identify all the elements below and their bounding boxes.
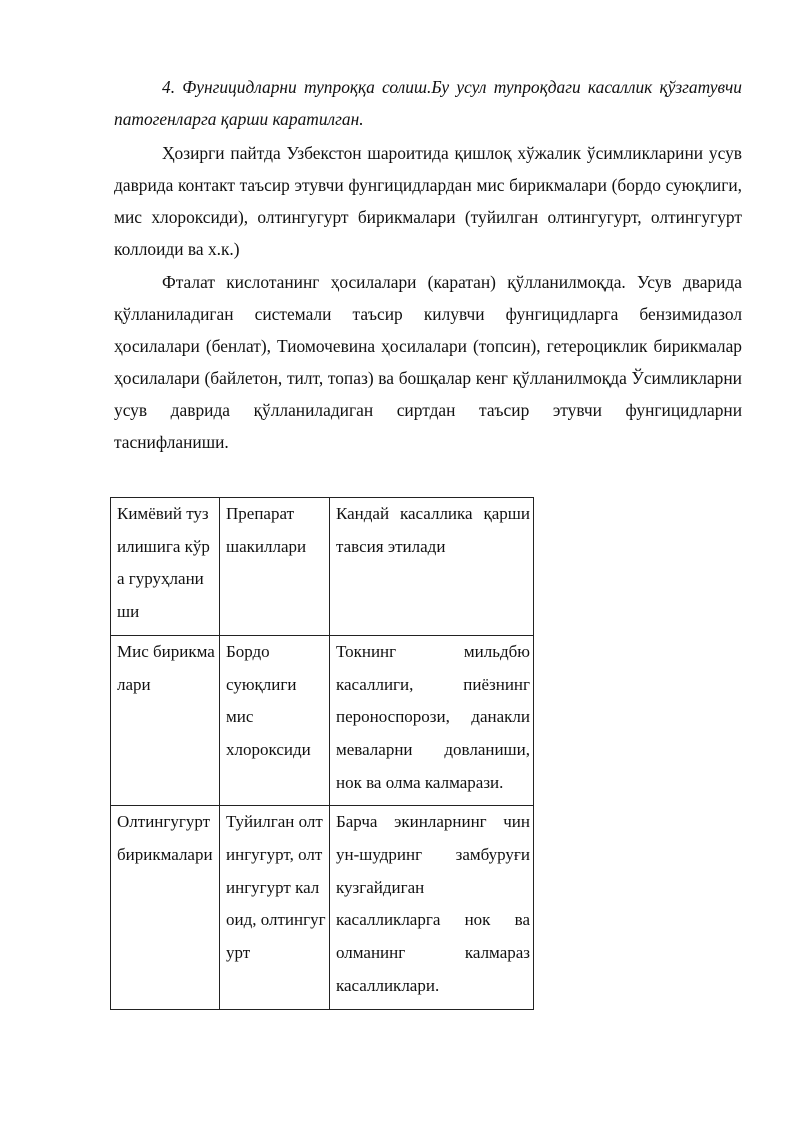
fungicide-classification-table (110, 497, 534, 1010)
header-preparation-forms: Препарат шакиллари (226, 504, 307, 556)
header-target-diseases: Кандай касаллика қарши тавсия этилади (336, 504, 530, 556)
row1-preparation-forms: Бордо суюқлиги мис хлороксиди (226, 641, 311, 759)
row2-chemical-group: Олтингугурт бирикмалари (117, 812, 213, 865)
paragraph-contact-fungicides: Ҳозирги пайтда Узбекстон шароитида қишлоқ хўжалик ўсимликларини усув даврида контакт таъсир этувчи фунгицидлардан мис бирикмалари (бордо суюқлиги, мис хлороксиди), олтингугурт бирикмалари (туйилган олтингугурт, олтингугурт коллоиди ва х.к.) (114, 143, 742, 259)
table-cell (220, 635, 330, 806)
table-header-cell (220, 498, 330, 636)
paragraph-soil-application: 4. Фунгицидларни тупроққа солиш.Бу усул тупроқдаги касаллик қўзгатувчи патогенларга қарши каратилган. (114, 77, 742, 129)
header-chemical-group: Кимёвий тузилишига кўра гуруҳланиши (117, 504, 210, 622)
row2-preparation-forms: Туйилган олтингугурт, олтингугурт калоид, олтингугурт (226, 812, 326, 963)
table-header-cell (111, 498, 220, 636)
table-header-row (111, 498, 534, 636)
table-row (111, 635, 534, 806)
table-cell (330, 806, 534, 1009)
table-row (111, 806, 534, 1009)
table-cell (220, 806, 330, 1009)
table-cell (111, 635, 220, 806)
table-cell (111, 806, 220, 1009)
row1-chemical-group: Мис бирикмалари (117, 641, 215, 694)
row2-target-diseases: Барча экинларнинг чин ун-шудринг замбуруғи кузгайдиган касалликларга нок ва олманинг калмараз касалликлари. (336, 812, 530, 995)
table-cell (330, 635, 534, 806)
table-header-cell (330, 498, 534, 636)
row1-target-diseases: Токнинг мильдбю касаллиги, пиёзнинг пероноспорози, данакли меваларни довланиши, нок ва олма калмарази. (336, 641, 530, 792)
paragraph-systemic-fungicides: Фталат кислотанинг ҳосилалари (каратан) қўлланилмоқда. Усув дварида қўлланиладиган системали таъсир килувчи фунгицидларга бензимидазол ҳосилалари (бенлат), Тиомочевина ҳосилалари (топсин), гетероциклик бирикмалар ҳосилалари (байлетон, тилт, топаз) ва бошқалар кенг қўлланилмоқда Ўсимликларни усув даврида қўлланиладиган сиртдан таъсир этувчи фунгицидларни таснифланиши. (114, 272, 742, 452)
